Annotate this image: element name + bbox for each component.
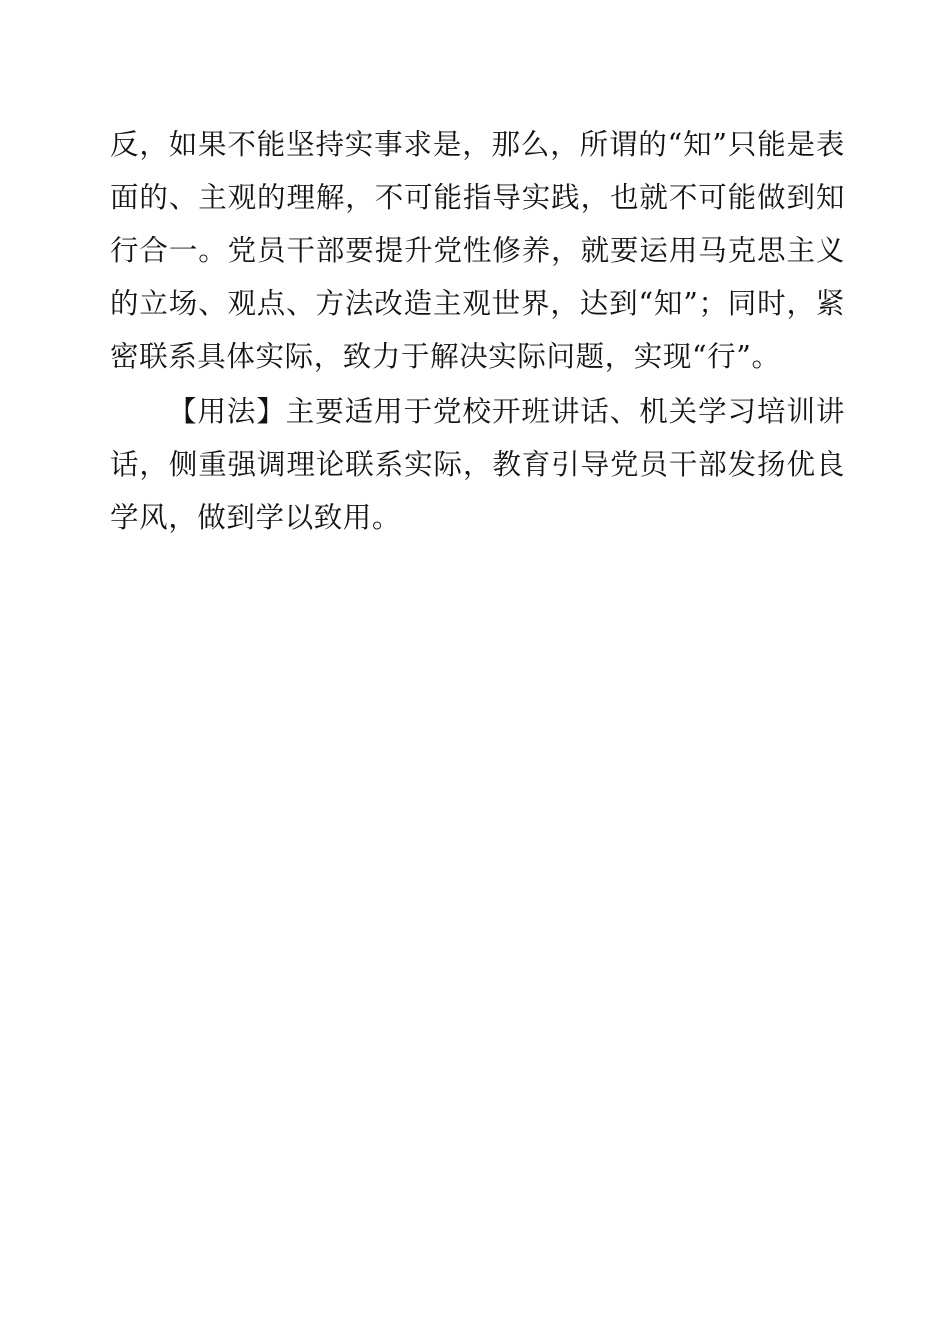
document-body: [110, 118, 845, 544]
paragraph-1: 反，如果不能坚持实事求是，那么，所谓的“知”只能是表面的、主观的理解，不可能指导实践，也就不可能做到知行合一。党员干部要提升党性修养，就要运用马克思主义的立场、观点、方法改造主观世界，达到“知”；同时，紧密联系具体实际，致力于解决实际问题，实现“行”。: [110, 128, 845, 373]
paragraph-2: 【用法】主要适用于党校开班讲话、机关学习培训讲话，侧重强调理论联系实际，教育引导党员干部发扬优良学风，做到学以致用。: [110, 395, 845, 534]
